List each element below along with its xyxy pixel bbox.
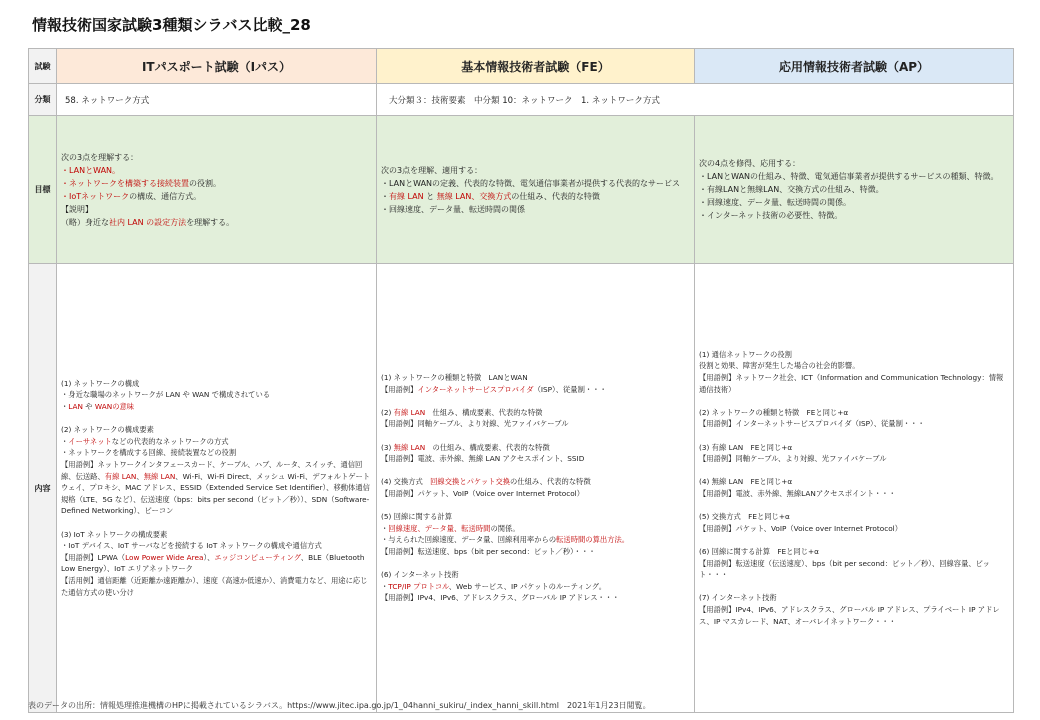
- text-line: [699, 465, 1009, 477]
- text-line: [381, 476, 690, 488]
- text-segment: (7) インターネット技術: [699, 593, 777, 603]
- row-label-content: 内容: [29, 264, 57, 713]
- highlighted-term: 無線 LAN、交換方式: [436, 191, 512, 201]
- goal-row: [29, 116, 1014, 264]
- text-line: [699, 546, 1009, 558]
- text-line: [381, 384, 690, 396]
- text-line: [381, 203, 690, 216]
- text-line: [381, 500, 690, 512]
- text-segment: ・IoT デバイス、IoT サーバなどを接続する IoT ネットワークの構成や通信方式: [61, 541, 322, 551]
- text-segment: 【用語例】同軸ケーブル、より対線、光ファイバケーブル: [699, 454, 887, 464]
- highlighted-term: 有線 LAN: [104, 471, 137, 481]
- text-line: [381, 190, 690, 203]
- text-line: [381, 558, 690, 570]
- text-line: [61, 216, 372, 229]
- text-segment: 仕組み、構成要素、代表的な特徴: [425, 407, 543, 417]
- text-segment: の仕組み、代表的な特徴: [511, 191, 600, 201]
- text-segment: の仕組み、代表的な特徴: [510, 477, 591, 487]
- text-line: [699, 372, 1009, 395]
- text-segment: 【説明】: [61, 204, 93, 214]
- text-segment: 【用語例】ネットワーク社会、ICT（Information and Communication Technology：情報通信技術）: [699, 373, 1004, 394]
- highlighted-term: インターネットサービスプロバイダ: [417, 384, 534, 394]
- text-line: [61, 164, 372, 177]
- text-line: [699, 157, 1009, 170]
- text-segment: 役割と効果、障害が発生した場合の社会的影響。: [699, 361, 860, 371]
- text-line: [699, 511, 1009, 523]
- text-segment: などの代表的なネットワークの方式: [111, 436, 229, 446]
- text-segment: 【用語例】転送速度（伝送速度）、bps（bit per second：ビット／秒）、回線容量、ビット・・・: [699, 558, 990, 580]
- text-segment: ・LANとWANの仕組み、特徴、電気通信事業者が提供するサービスの種類、特徴。: [699, 172, 999, 181]
- text-segment: （ISP）、従量制・・・: [533, 384, 607, 394]
- content-ip: [57, 264, 377, 713]
- text-line: [699, 534, 1009, 546]
- header-ap: 応用情報技術者試験（AP）: [695, 49, 1014, 84]
- text-line: [61, 540, 372, 552]
- highlighted-term: TCP/IP プロトコル: [388, 581, 449, 591]
- text-line: [381, 569, 690, 581]
- text-line: [61, 517, 372, 529]
- text-segment: 【用語例】パケット、VoIP（Voice over Internet Protocol）: [381, 489, 585, 498]
- category-row: [29, 84, 1014, 116]
- text-line: [61, 401, 372, 413]
- text-line: [61, 447, 372, 459]
- text-line: [699, 209, 1009, 222]
- text-segment: 【用語例】電波、赤外線、無線 LAN アクセスポイント、SSID: [381, 454, 585, 464]
- text-line: [699, 604, 1009, 627]
- text-segment: ・身近な職場のネットワークが LAN や WAN で構成されている: [61, 390, 271, 400]
- text-line: [699, 349, 1009, 361]
- text-segment: 【用語例】電波、赤外線、無線LANアクセスポイント・・・: [699, 489, 896, 498]
- text-segment: の役割。: [189, 178, 221, 188]
- text-segment: (1) ネットワークの種類と特徴 LANとWAN: [381, 373, 528, 383]
- text-segment: ・: [381, 191, 389, 201]
- text-line: [381, 430, 690, 442]
- text-line: [699, 395, 1009, 407]
- text-segment: 、: [136, 471, 144, 481]
- text-segment: 、Wi-Fi、Wi-Fi Direct、メッシュ Wi-Fi、デフォルトゲートウェイ、プロキシ、MAC アドレス、ESSID（Extended Service Set Identifier）、移動体通信規格（LTE、5G など）、伝送速度（bps：bits per second（ビット／秒））、SDN（Software-Defined Networking）、ビーコン: [61, 471, 371, 516]
- highlighted-term: ・LANとWAN。: [61, 165, 121, 175]
- text-line: [699, 430, 1009, 442]
- text-line: [699, 453, 1009, 465]
- text-line: [381, 177, 690, 190]
- text-segment: (2) ネットワークの種類と特徴 FEと同じ+α: [699, 407, 849, 417]
- content-row: [29, 264, 1014, 713]
- syllabus-comparison-table: [28, 48, 1014, 713]
- text-line: [381, 465, 690, 477]
- highlighted-term: 転送時間の算出方法。: [556, 535, 630, 545]
- goal-fe: [377, 116, 695, 264]
- text-line: [61, 151, 372, 164]
- text-segment: ・回線速度、データ量、転送時間の関係: [381, 204, 525, 214]
- highlighted-term: 有線 LAN: [389, 191, 424, 201]
- text-line: [381, 442, 690, 454]
- text-segment: の仕組み、構成要素、代表的な特徴: [425, 442, 550, 452]
- text-segment: 【用語例】転送速度、bps（bit per second：ビット／秒）・・・: [381, 546, 596, 556]
- text-line: [699, 476, 1009, 488]
- content-ap: [695, 264, 1014, 713]
- highlighted-term: ・ネットワークを構築する接続装置: [61, 178, 189, 188]
- text-segment: ・: [61, 402, 69, 412]
- text-segment: (4) 無線 LAN FEと同じ+α: [699, 477, 793, 487]
- text-line: [381, 395, 690, 407]
- text-line: [699, 418, 1009, 430]
- text-line: [61, 190, 372, 203]
- goal-ap: [695, 116, 1014, 264]
- text-segment: ・有線LANと無線LAN、交換方式の仕組み、特徴。: [699, 185, 884, 194]
- text-line: [381, 592, 690, 604]
- text-line: [61, 552, 372, 575]
- highlighted-term: 無線 LAN: [393, 442, 426, 452]
- text-segment: 【用語例】同軸ケーブル、より対線、光ファイバケーブル: [381, 419, 569, 429]
- category-fe-ap: 大分類３：技術要素 中分類 10：ネットワーク 1. ネットワーク方式: [377, 84, 1014, 116]
- text-segment: (5) 回線に関する計算: [381, 512, 453, 522]
- text-segment: (3): [381, 442, 394, 452]
- text-segment: (6) 回線に関する計算 FEと同じ+α: [699, 546, 819, 556]
- text-segment: ）、: [203, 552, 215, 562]
- highlighted-term: 回線速度、データ量、転送時間: [388, 523, 491, 533]
- source-footnote: 表のデータの出所：情報処理推進機構のHPに掲載されているシラバス。https://www.jitec.ipa.go.jp/1_04hanni_sukiru/_index_hanni_skill.html 2021年1月23日閲覧。: [28, 701, 651, 710]
- text-segment: （略）身近な: [61, 217, 109, 227]
- text-segment: (3) IoT ネットワークの構成要素: [61, 529, 168, 539]
- highlighted-term: ・IoTネットワーク: [61, 191, 130, 201]
- text-segment: 【用語例】ネットワークインタフェースカード、ケーブル、ハブ、ルータ、スイッチ、通信回線、伝送路、: [61, 460, 363, 481]
- text-line: [381, 453, 690, 465]
- text-segment: ・与えられた回線速度、データ量、回線利用率からの: [381, 535, 557, 545]
- text-segment: 次の4点を修得、応用する：: [699, 159, 801, 168]
- highlighted-term: 無線 LAN: [143, 471, 176, 481]
- text-segment: 【用語例】LPWA（: [61, 552, 126, 562]
- header-ip: ITパスポート試験（Iパス）: [57, 49, 377, 84]
- highlighted-term: WANの意味: [94, 402, 135, 412]
- text-segment: (5) 交換方式 FEと同じ+α: [699, 512, 790, 522]
- text-line: [61, 436, 372, 448]
- text-line: [699, 488, 1009, 500]
- text-segment: ・: [381, 581, 389, 591]
- text-line: [699, 592, 1009, 604]
- highlighted-term: イーサネット: [68, 436, 112, 446]
- text-segment: 、Web サービス、IP パケットのルーティング。: [448, 581, 607, 591]
- text-segment: 【活用例】通信距離（近距離か遠距離か）、速度（高速か低速か）、消費電力など、用途に応じた通信方式の使い分け: [61, 575, 368, 597]
- highlighted-term: エッジコンピューティング: [214, 552, 301, 562]
- text-segment: 【用語例】IPv4、IPv6、アドレスクラス、グローバル IP アドレス・・・: [381, 593, 620, 603]
- text-segment: 【用語例】: [381, 384, 418, 394]
- category-ip: 58. ネットワーク方式: [57, 84, 377, 116]
- text-line: [381, 534, 690, 546]
- text-segment: 【用語例】インターネットサービスプロバイダ（ISP）、従量制・・・: [699, 419, 925, 429]
- text-segment: ・: [381, 523, 389, 533]
- highlighted-term: 有線 LAN: [393, 407, 426, 417]
- text-line: [381, 581, 690, 593]
- text-segment: (1) 通信ネットワークの役割: [699, 349, 792, 359]
- text-line: [699, 360, 1009, 372]
- text-segment: や: [82, 402, 95, 412]
- text-line: [381, 546, 690, 558]
- header-row: [29, 49, 1014, 84]
- text-line: [381, 372, 690, 384]
- text-line: [699, 183, 1009, 196]
- text-segment: 、BLE（Bluetooth Low Energy）、IoT エリアネットワーク: [61, 552, 365, 574]
- goal-ip: [57, 116, 377, 264]
- text-segment: (1) ネットワークの構成: [61, 378, 140, 388]
- text-line: [699, 523, 1009, 535]
- text-line: [381, 523, 690, 535]
- text-line: [699, 407, 1009, 419]
- row-label-exam: 試験: [29, 49, 57, 84]
- text-segment: (3) 有線 LAN FEと同じ+α: [699, 442, 793, 452]
- page-title: 情報技術国家試験3種類シラバス比較_28: [32, 16, 311, 34]
- highlighted-term: Low Power Wide Area: [125, 552, 204, 562]
- text-line: [699, 442, 1009, 454]
- text-segment: ・ネットワークを構成する回線、接続装置などの役割: [61, 448, 237, 458]
- text-segment: (6) インターネット技術: [381, 570, 459, 580]
- text-segment: の関係。: [490, 523, 520, 533]
- text-segment: 次の3点を理解、適用する：: [381, 165, 483, 175]
- text-segment: 【用語例】IPv4、IPv6、アドレスクラス、グローバル IP アドレス、プライベート IP アドレス、IP マスカレード、NAT、オーバレイネットワーク・・・: [699, 604, 1000, 626]
- text-line: [61, 424, 372, 436]
- text-line: [381, 418, 690, 430]
- text-segment: 【用語例】パケット、VoIP（Voice over Internet Protocol）: [699, 523, 903, 533]
- header-fe: 基本情報技術者試験（FE）: [377, 49, 695, 84]
- text-segment: (4) 交換方式: [381, 477, 431, 487]
- text-line: [61, 177, 372, 190]
- text-line: [699, 196, 1009, 209]
- highlighted-term: LAN: [68, 402, 83, 412]
- highlighted-term: 社内 LAN の設定方法: [109, 217, 187, 227]
- text-line: [61, 389, 372, 401]
- text-line: [61, 459, 372, 517]
- text-line: [381, 488, 690, 500]
- text-line: [699, 500, 1009, 512]
- text-segment: ・回線速度、データ量、転送時間の関係。: [699, 198, 851, 207]
- text-line: [699, 581, 1009, 593]
- text-segment: 次の3点を理解する：: [61, 152, 139, 162]
- row-label-goal: 目標: [29, 116, 57, 264]
- text-line: [381, 164, 690, 177]
- text-segment: の構成、通信方式。: [129, 191, 202, 201]
- text-segment: ・LANとWANの定義、代表的な特徴、電気通信事業者が提供する代表的なサービス: [381, 178, 681, 188]
- row-label-category: 分類: [29, 84, 57, 116]
- text-line: [61, 378, 372, 390]
- text-segment: ・: [61, 436, 69, 446]
- text-line: [699, 558, 1009, 581]
- text-segment: ・インターネット技術の必要性、特徴。: [699, 211, 843, 220]
- text-segment: (2): [381, 407, 394, 417]
- text-line: [699, 170, 1009, 183]
- highlighted-term: 回線交換とパケット交換: [430, 477, 511, 487]
- text-segment: (2) ネットワークの構成要素: [61, 425, 154, 435]
- text-segment: と: [423, 191, 437, 201]
- text-line: [61, 529, 372, 541]
- text-line: [61, 575, 372, 598]
- text-line: [381, 407, 690, 419]
- text-line: [61, 413, 372, 425]
- text-segment: を理解する。: [186, 217, 235, 227]
- content-fe: [377, 264, 695, 713]
- text-line: [61, 203, 372, 216]
- text-line: [381, 511, 690, 523]
